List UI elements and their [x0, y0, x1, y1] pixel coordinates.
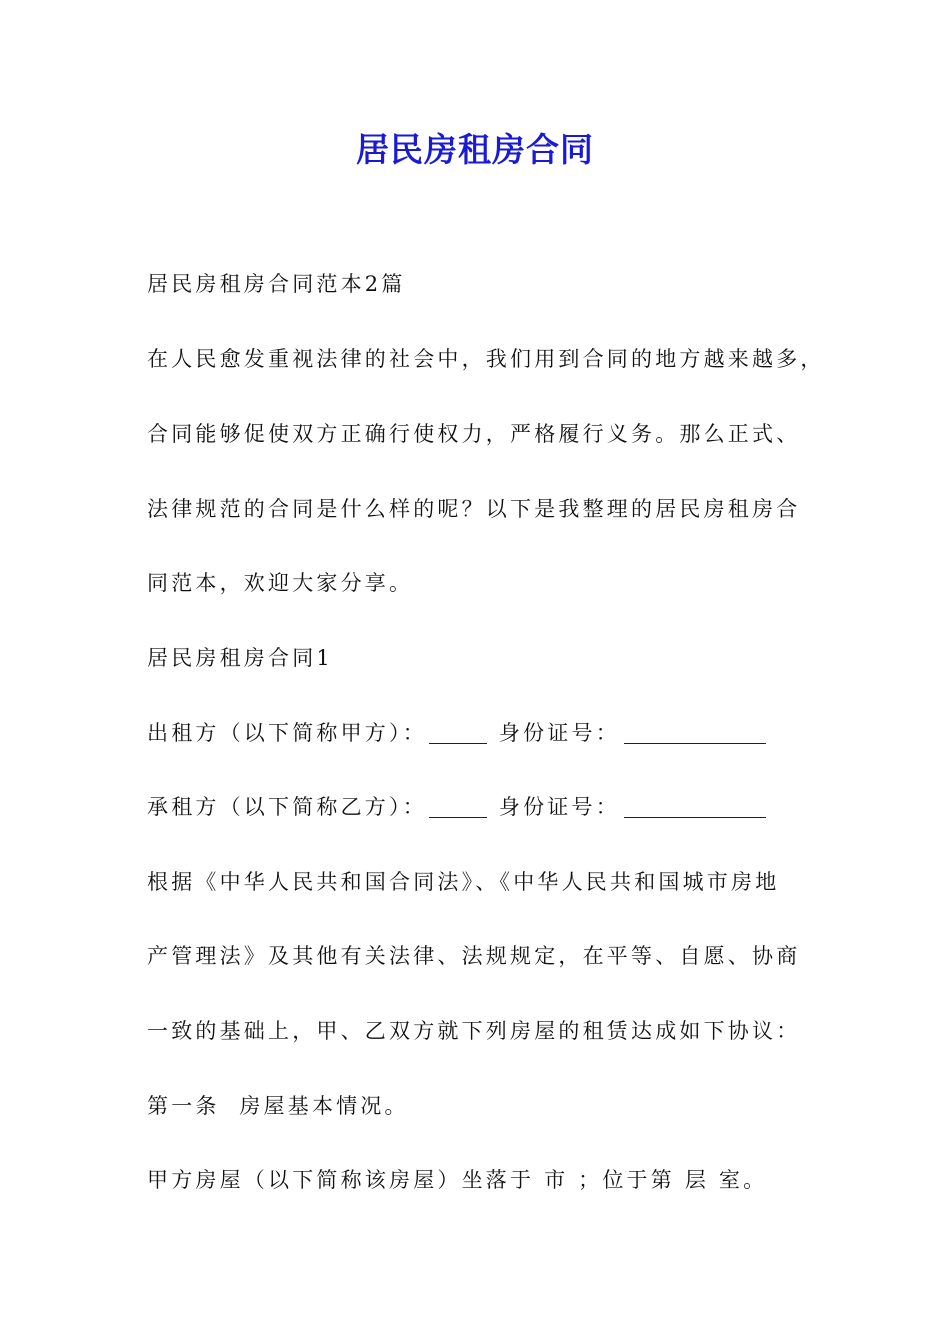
contract-heading: 居民房租房合同1	[147, 646, 333, 670]
subtitle: 居民房租房合同范本2篇	[147, 272, 406, 296]
lessee-name-blank[interactable]	[429, 799, 487, 818]
basis-line-1: 根据《中华人民共和国合同法》、《中华人民共和国城市房地	[147, 870, 780, 894]
lessee-id-blank[interactable]	[624, 799, 766, 818]
lessee-label: 承租方（以下简称乙方）：	[147, 795, 427, 819]
lessor-name-blank[interactable]	[429, 725, 487, 744]
lessor-id-blank[interactable]	[624, 725, 766, 744]
lessee-id-label: 身份证号：	[498, 795, 620, 819]
document-title: 居民房租房合同	[356, 130, 594, 169]
lessor-row	[147, 718, 847, 748]
basis-line-3: 一致的基础上，甲、乙双方就下列房屋的租赁达成如下协议：	[147, 1019, 801, 1043]
intro-line-3: 法律规范的合同是什么样的呢？以下是我整理的居民房租房合	[147, 497, 801, 521]
intro-line-2: 合同能够促使双方正确行使权力，严格履行义务。那么正式、	[147, 422, 801, 446]
lessor-id-label: 身份证号：	[498, 721, 620, 745]
lessor-label: 出租方（以下简称甲方）：	[147, 721, 427, 745]
intro-line-1: 在人民愈发重视法律的社会中，我们用到合同的地方越来越多，	[147, 347, 825, 371]
article1-text: 甲方房屋（以下简称该房屋）坐落于 市 ；位于第 层 室。	[147, 1168, 768, 1192]
lessee-row	[147, 792, 847, 822]
basis-line-2: 产管理法》及其他有关法律、法规规定，在平等、自愿、协商	[147, 944, 801, 968]
intro-line-4: 同范本，欢迎大家分享。	[147, 571, 414, 595]
article1-heading: 第一条 房屋基本情况。	[147, 1094, 409, 1118]
